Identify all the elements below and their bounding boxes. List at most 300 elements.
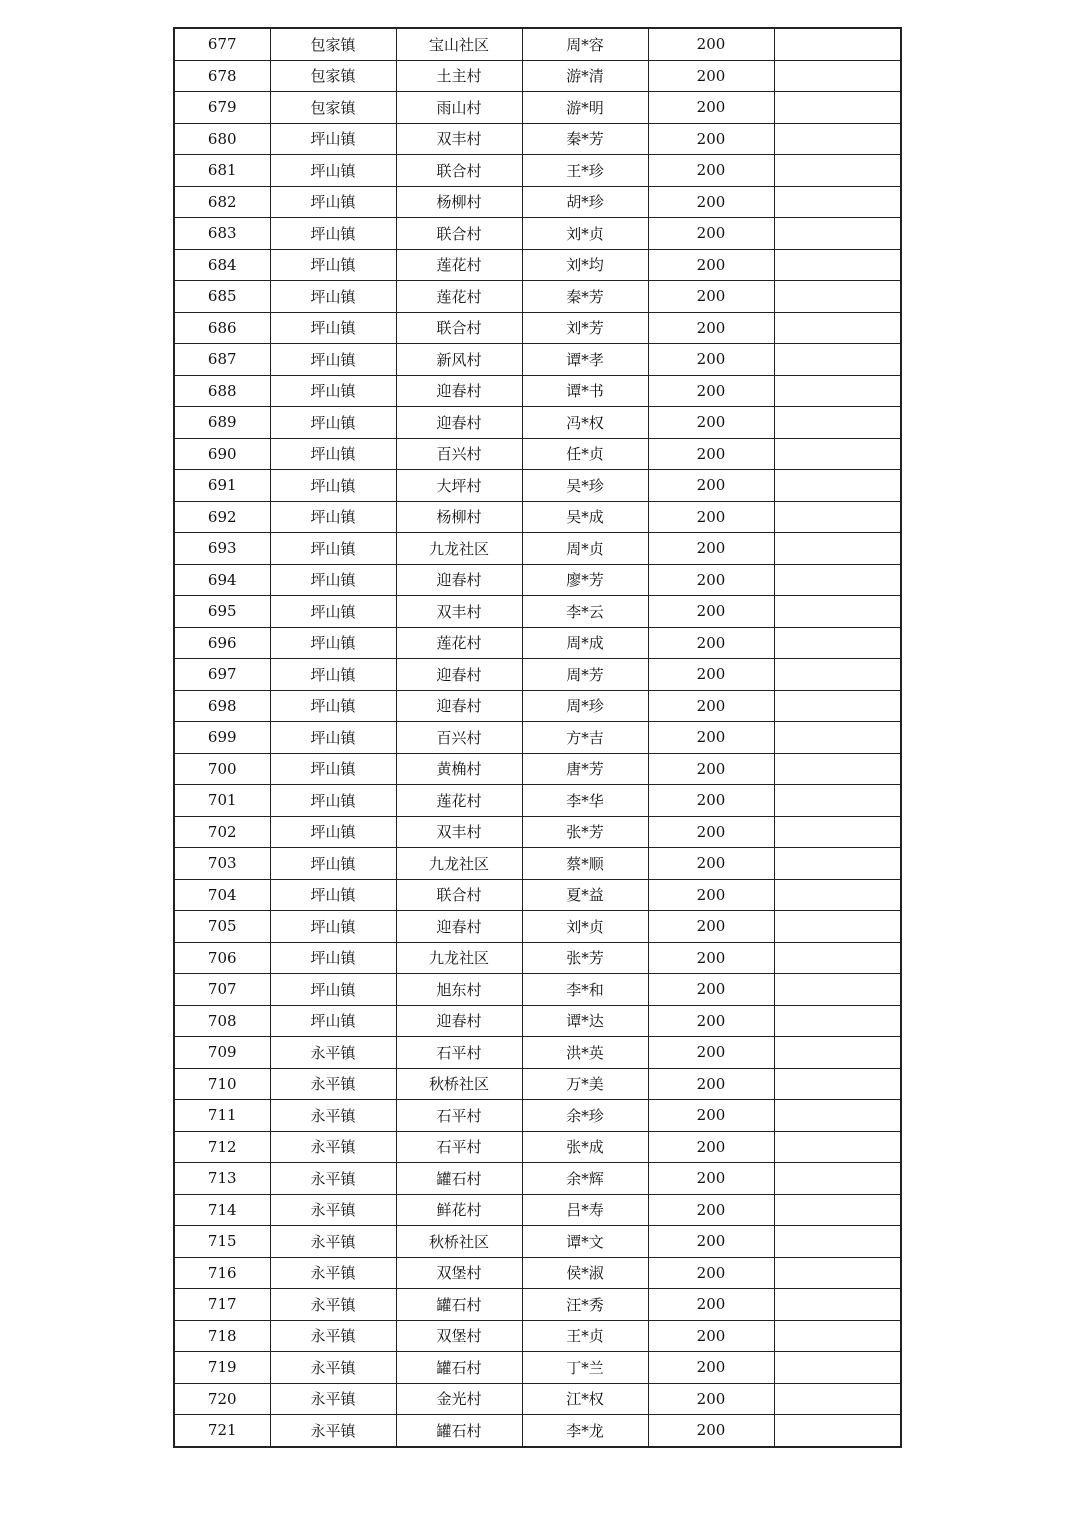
village-cell: 莲花村 xyxy=(396,785,522,817)
note-cell xyxy=(774,438,901,470)
table-row xyxy=(174,848,901,880)
village-cell: 金光村 xyxy=(396,1383,522,1415)
village-cell: 罐石村 xyxy=(396,1415,522,1447)
amount-cell: 200 xyxy=(648,1257,774,1289)
name-cell: 冯*权 xyxy=(522,407,648,439)
row-number-cell: 689 xyxy=(174,407,270,439)
table-row xyxy=(174,1131,901,1163)
row-number-cell: 719 xyxy=(174,1352,270,1384)
amount-cell: 200 xyxy=(648,1289,774,1321)
note-cell xyxy=(774,1383,901,1415)
amount-cell: 200 xyxy=(648,123,774,155)
row-number-cell: 699 xyxy=(174,722,270,754)
table-row xyxy=(174,816,901,848)
table-row xyxy=(174,722,901,754)
amount-cell: 200 xyxy=(648,1068,774,1100)
row-number-cell: 696 xyxy=(174,627,270,659)
amount-cell: 200 xyxy=(648,186,774,218)
row-number-cell: 686 xyxy=(174,312,270,344)
row-number-cell: 710 xyxy=(174,1068,270,1100)
town-cell: 永平镇 xyxy=(270,1163,396,1195)
town-cell: 永平镇 xyxy=(270,1131,396,1163)
village-cell: 迎春村 xyxy=(396,407,522,439)
name-cell: 秦*芳 xyxy=(522,281,648,313)
table-row xyxy=(174,1415,901,1447)
village-cell: 大坪村 xyxy=(396,470,522,502)
amount-cell: 200 xyxy=(648,155,774,187)
town-cell: 永平镇 xyxy=(270,1037,396,1069)
town-cell: 坪山镇 xyxy=(270,974,396,1006)
village-cell: 土主村 xyxy=(396,60,522,92)
table-row xyxy=(174,1194,901,1226)
row-number-cell: 688 xyxy=(174,375,270,407)
village-cell: 宝山社区 xyxy=(396,28,522,60)
name-cell: 李*华 xyxy=(522,785,648,817)
name-cell: 周*芳 xyxy=(522,659,648,691)
row-number-cell: 701 xyxy=(174,785,270,817)
table-row xyxy=(174,249,901,281)
table-row xyxy=(174,438,901,470)
name-cell: 周*成 xyxy=(522,627,648,659)
name-cell: 吕*寿 xyxy=(522,1194,648,1226)
row-number-cell: 684 xyxy=(174,249,270,281)
row-number-cell: 700 xyxy=(174,753,270,785)
name-cell: 周*珍 xyxy=(522,690,648,722)
name-cell: 谭*书 xyxy=(522,375,648,407)
name-cell: 李*和 xyxy=(522,974,648,1006)
name-cell: 胡*珍 xyxy=(522,186,648,218)
row-number-cell: 712 xyxy=(174,1131,270,1163)
name-cell: 江*权 xyxy=(522,1383,648,1415)
table-row xyxy=(174,942,901,974)
town-cell: 坪山镇 xyxy=(270,659,396,691)
name-cell: 游*明 xyxy=(522,92,648,124)
note-cell xyxy=(774,1289,901,1321)
town-cell: 永平镇 xyxy=(270,1100,396,1132)
village-cell: 旭东村 xyxy=(396,974,522,1006)
town-cell: 永平镇 xyxy=(270,1415,396,1447)
village-cell: 新风村 xyxy=(396,344,522,376)
amount-cell: 200 xyxy=(648,60,774,92)
note-cell xyxy=(774,1005,901,1037)
row-number-cell: 718 xyxy=(174,1320,270,1352)
town-cell: 坪山镇 xyxy=(270,879,396,911)
table-row xyxy=(174,659,901,691)
row-number-cell: 678 xyxy=(174,60,270,92)
amount-cell: 200 xyxy=(648,879,774,911)
row-number-cell: 702 xyxy=(174,816,270,848)
note-cell xyxy=(774,28,901,60)
name-cell: 谭*孝 xyxy=(522,344,648,376)
town-cell: 坪山镇 xyxy=(270,848,396,880)
row-number-cell: 697 xyxy=(174,659,270,691)
name-cell: 廖*芳 xyxy=(522,564,648,596)
note-cell xyxy=(774,659,901,691)
town-cell: 坪山镇 xyxy=(270,596,396,628)
village-cell: 九龙社区 xyxy=(396,848,522,880)
name-cell: 王*珍 xyxy=(522,155,648,187)
table-row xyxy=(174,375,901,407)
name-cell: 刘*贞 xyxy=(522,911,648,943)
name-cell: 周*贞 xyxy=(522,533,648,565)
name-cell: 刘*芳 xyxy=(522,312,648,344)
town-cell: 永平镇 xyxy=(270,1257,396,1289)
table-row xyxy=(174,1320,901,1352)
name-cell: 余*珍 xyxy=(522,1100,648,1132)
village-cell: 迎春村 xyxy=(396,564,522,596)
row-number-cell: 685 xyxy=(174,281,270,313)
table-row xyxy=(174,92,901,124)
amount-cell: 200 xyxy=(648,92,774,124)
table-row xyxy=(174,1005,901,1037)
table-row xyxy=(174,312,901,344)
town-cell: 坪山镇 xyxy=(270,407,396,439)
amount-cell: 200 xyxy=(648,911,774,943)
amount-cell: 200 xyxy=(648,344,774,376)
village-cell: 黄桷村 xyxy=(396,753,522,785)
village-cell: 双丰村 xyxy=(396,123,522,155)
village-cell: 迎春村 xyxy=(396,911,522,943)
village-cell: 罐石村 xyxy=(396,1352,522,1384)
row-number-cell: 692 xyxy=(174,501,270,533)
name-cell: 游*清 xyxy=(522,60,648,92)
town-cell: 坪山镇 xyxy=(270,911,396,943)
table-row xyxy=(174,344,901,376)
table-row xyxy=(174,1100,901,1132)
town-cell: 坪山镇 xyxy=(270,155,396,187)
amount-cell: 200 xyxy=(648,312,774,344)
row-number-cell: 709 xyxy=(174,1037,270,1069)
village-cell: 莲花村 xyxy=(396,249,522,281)
note-cell xyxy=(774,155,901,187)
village-cell: 双堡村 xyxy=(396,1320,522,1352)
amount-cell: 200 xyxy=(648,438,774,470)
note-cell xyxy=(774,596,901,628)
village-cell: 秋桥社区 xyxy=(396,1068,522,1100)
town-cell: 坪山镇 xyxy=(270,1005,396,1037)
amount-cell: 200 xyxy=(648,1163,774,1195)
amount-cell: 200 xyxy=(648,1320,774,1352)
village-cell: 联合村 xyxy=(396,218,522,250)
note-cell xyxy=(774,1037,901,1069)
town-cell: 永平镇 xyxy=(270,1383,396,1415)
town-cell: 坪山镇 xyxy=(270,785,396,817)
table-row xyxy=(174,501,901,533)
town-cell: 坪山镇 xyxy=(270,470,396,502)
village-cell: 百兴村 xyxy=(396,722,522,754)
town-cell: 坪山镇 xyxy=(270,501,396,533)
row-number-cell: 716 xyxy=(174,1257,270,1289)
note-cell xyxy=(774,722,901,754)
name-cell: 余*辉 xyxy=(522,1163,648,1195)
town-cell: 坪山镇 xyxy=(270,816,396,848)
name-cell: 周*容 xyxy=(522,28,648,60)
table-row xyxy=(174,1163,901,1195)
table-row xyxy=(174,28,901,60)
village-cell: 罐石村 xyxy=(396,1289,522,1321)
table-row xyxy=(174,879,901,911)
name-cell: 张*成 xyxy=(522,1131,648,1163)
amount-cell: 200 xyxy=(648,1415,774,1447)
town-cell: 包家镇 xyxy=(270,92,396,124)
town-cell: 包家镇 xyxy=(270,60,396,92)
amount-cell: 200 xyxy=(648,1226,774,1258)
village-cell: 九龙社区 xyxy=(396,942,522,974)
amount-cell: 200 xyxy=(648,28,774,60)
table-row xyxy=(174,596,901,628)
row-number-cell: 705 xyxy=(174,911,270,943)
note-cell xyxy=(774,879,901,911)
amount-cell: 200 xyxy=(648,1352,774,1384)
table-row xyxy=(174,1289,901,1321)
row-number-cell: 714 xyxy=(174,1194,270,1226)
village-cell: 秋桥社区 xyxy=(396,1226,522,1258)
village-cell: 联合村 xyxy=(396,879,522,911)
town-cell: 坪山镇 xyxy=(270,281,396,313)
amount-cell: 200 xyxy=(648,501,774,533)
village-cell: 迎春村 xyxy=(396,659,522,691)
village-cell: 莲花村 xyxy=(396,627,522,659)
town-cell: 永平镇 xyxy=(270,1320,396,1352)
village-cell: 雨山村 xyxy=(396,92,522,124)
name-cell: 谭*达 xyxy=(522,1005,648,1037)
name-cell: 张*芳 xyxy=(522,816,648,848)
row-number-cell: 698 xyxy=(174,690,270,722)
table-body xyxy=(174,28,901,1447)
village-cell: 石平村 xyxy=(396,1100,522,1132)
table-row xyxy=(174,627,901,659)
note-cell xyxy=(774,753,901,785)
note-cell xyxy=(774,1100,901,1132)
amount-cell: 200 xyxy=(648,974,774,1006)
name-cell: 蔡*顺 xyxy=(522,848,648,880)
village-cell: 双丰村 xyxy=(396,596,522,628)
town-cell: 坪山镇 xyxy=(270,123,396,155)
town-cell: 坪山镇 xyxy=(270,312,396,344)
village-cell: 石平村 xyxy=(396,1131,522,1163)
name-cell: 吴*珍 xyxy=(522,470,648,502)
village-cell: 九龙社区 xyxy=(396,533,522,565)
name-cell: 刘*贞 xyxy=(522,218,648,250)
row-number-cell: 679 xyxy=(174,92,270,124)
name-cell: 秦*芳 xyxy=(522,123,648,155)
note-cell xyxy=(774,942,901,974)
amount-cell: 200 xyxy=(648,596,774,628)
row-number-cell: 706 xyxy=(174,942,270,974)
town-cell: 坪山镇 xyxy=(270,690,396,722)
note-cell xyxy=(774,281,901,313)
town-cell: 坪山镇 xyxy=(270,564,396,596)
town-cell: 坪山镇 xyxy=(270,218,396,250)
table-row xyxy=(174,60,901,92)
amount-cell: 200 xyxy=(648,1383,774,1415)
amount-cell: 200 xyxy=(648,533,774,565)
name-cell: 李*云 xyxy=(522,596,648,628)
amount-cell: 200 xyxy=(648,218,774,250)
note-cell xyxy=(774,1068,901,1100)
village-cell: 迎春村 xyxy=(396,375,522,407)
row-number-cell: 680 xyxy=(174,123,270,155)
town-cell: 永平镇 xyxy=(270,1068,396,1100)
note-cell xyxy=(774,785,901,817)
amount-cell: 200 xyxy=(648,249,774,281)
name-cell: 刘*均 xyxy=(522,249,648,281)
table-row xyxy=(174,753,901,785)
town-cell: 坪山镇 xyxy=(270,186,396,218)
amount-cell: 200 xyxy=(648,785,774,817)
table-row xyxy=(174,690,901,722)
note-cell xyxy=(774,470,901,502)
name-cell: 谭*文 xyxy=(522,1226,648,1258)
row-number-cell: 683 xyxy=(174,218,270,250)
table-row xyxy=(174,407,901,439)
name-cell: 夏*益 xyxy=(522,879,648,911)
note-cell xyxy=(774,375,901,407)
row-number-cell: 677 xyxy=(174,28,270,60)
note-cell xyxy=(774,1257,901,1289)
beneficiary-table xyxy=(173,27,902,1448)
amount-cell: 200 xyxy=(648,1100,774,1132)
note-cell xyxy=(774,1131,901,1163)
note-cell xyxy=(774,344,901,376)
row-number-cell: 682 xyxy=(174,186,270,218)
town-cell: 坪山镇 xyxy=(270,533,396,565)
table-row xyxy=(174,1383,901,1415)
village-cell: 双丰村 xyxy=(396,816,522,848)
town-cell: 坪山镇 xyxy=(270,438,396,470)
note-cell xyxy=(774,1320,901,1352)
row-number-cell: 717 xyxy=(174,1289,270,1321)
town-cell: 永平镇 xyxy=(270,1194,396,1226)
note-cell xyxy=(774,92,901,124)
town-cell: 坪山镇 xyxy=(270,344,396,376)
amount-cell: 200 xyxy=(648,659,774,691)
name-cell: 吴*成 xyxy=(522,501,648,533)
table-row xyxy=(174,218,901,250)
row-number-cell: 694 xyxy=(174,564,270,596)
town-cell: 永平镇 xyxy=(270,1352,396,1384)
town-cell: 坪山镇 xyxy=(270,753,396,785)
row-number-cell: 713 xyxy=(174,1163,270,1195)
table-row xyxy=(174,1226,901,1258)
name-cell: 侯*淑 xyxy=(522,1257,648,1289)
village-cell: 罐石村 xyxy=(396,1163,522,1195)
note-cell xyxy=(774,564,901,596)
row-number-cell: 707 xyxy=(174,974,270,1006)
village-cell: 杨柳村 xyxy=(396,501,522,533)
table-row xyxy=(174,1257,901,1289)
table-row xyxy=(174,470,901,502)
table-row xyxy=(174,155,901,187)
row-number-cell: 693 xyxy=(174,533,270,565)
town-cell: 包家镇 xyxy=(270,28,396,60)
amount-cell: 200 xyxy=(648,1131,774,1163)
table-row xyxy=(174,123,901,155)
table-row xyxy=(174,564,901,596)
name-cell: 方*吉 xyxy=(522,722,648,754)
amount-cell: 200 xyxy=(648,1037,774,1069)
village-cell: 鲜花村 xyxy=(396,1194,522,1226)
name-cell: 唐*芳 xyxy=(522,753,648,785)
table-row xyxy=(174,1352,901,1384)
name-cell: 李*龙 xyxy=(522,1415,648,1447)
row-number-cell: 708 xyxy=(174,1005,270,1037)
name-cell: 王*贞 xyxy=(522,1320,648,1352)
note-cell xyxy=(774,1352,901,1384)
row-number-cell: 681 xyxy=(174,155,270,187)
village-cell: 联合村 xyxy=(396,155,522,187)
amount-cell: 200 xyxy=(648,470,774,502)
village-cell: 联合村 xyxy=(396,312,522,344)
town-cell: 永平镇 xyxy=(270,1289,396,1321)
note-cell xyxy=(774,848,901,880)
amount-cell: 200 xyxy=(648,1194,774,1226)
amount-cell: 200 xyxy=(648,407,774,439)
name-cell: 任*贞 xyxy=(522,438,648,470)
town-cell: 坪山镇 xyxy=(270,942,396,974)
amount-cell: 200 xyxy=(648,564,774,596)
table-row xyxy=(174,1037,901,1069)
amount-cell: 200 xyxy=(648,722,774,754)
table-row xyxy=(174,974,901,1006)
row-number-cell: 695 xyxy=(174,596,270,628)
row-number-cell: 721 xyxy=(174,1415,270,1447)
note-cell xyxy=(774,312,901,344)
table-row xyxy=(174,281,901,313)
village-cell: 双堡村 xyxy=(396,1257,522,1289)
village-cell: 杨柳村 xyxy=(396,186,522,218)
table-row xyxy=(174,785,901,817)
amount-cell: 200 xyxy=(648,627,774,659)
amount-cell: 200 xyxy=(648,1005,774,1037)
note-cell xyxy=(774,407,901,439)
name-cell: 洪*英 xyxy=(522,1037,648,1069)
amount-cell: 200 xyxy=(648,281,774,313)
note-cell xyxy=(774,218,901,250)
note-cell xyxy=(774,533,901,565)
row-number-cell: 715 xyxy=(174,1226,270,1258)
amount-cell: 200 xyxy=(648,816,774,848)
village-cell: 石平村 xyxy=(396,1037,522,1069)
village-cell: 莲花村 xyxy=(396,281,522,313)
name-cell: 丁*兰 xyxy=(522,1352,648,1384)
row-number-cell: 691 xyxy=(174,470,270,502)
village-cell: 百兴村 xyxy=(396,438,522,470)
amount-cell: 200 xyxy=(648,690,774,722)
table-row xyxy=(174,533,901,565)
town-cell: 坪山镇 xyxy=(270,375,396,407)
table-row xyxy=(174,186,901,218)
row-number-cell: 690 xyxy=(174,438,270,470)
row-number-cell: 704 xyxy=(174,879,270,911)
amount-cell: 200 xyxy=(648,942,774,974)
town-cell: 坪山镇 xyxy=(270,722,396,754)
note-cell xyxy=(774,1226,901,1258)
note-cell xyxy=(774,1415,901,1447)
name-cell: 万*美 xyxy=(522,1068,648,1100)
note-cell xyxy=(774,627,901,659)
note-cell xyxy=(774,249,901,281)
row-number-cell: 687 xyxy=(174,344,270,376)
village-cell: 迎春村 xyxy=(396,1005,522,1037)
note-cell xyxy=(774,501,901,533)
name-cell: 汪*秀 xyxy=(522,1289,648,1321)
village-cell: 迎春村 xyxy=(396,690,522,722)
name-cell: 张*芳 xyxy=(522,942,648,974)
amount-cell: 200 xyxy=(648,375,774,407)
town-cell: 坪山镇 xyxy=(270,627,396,659)
note-cell xyxy=(774,974,901,1006)
